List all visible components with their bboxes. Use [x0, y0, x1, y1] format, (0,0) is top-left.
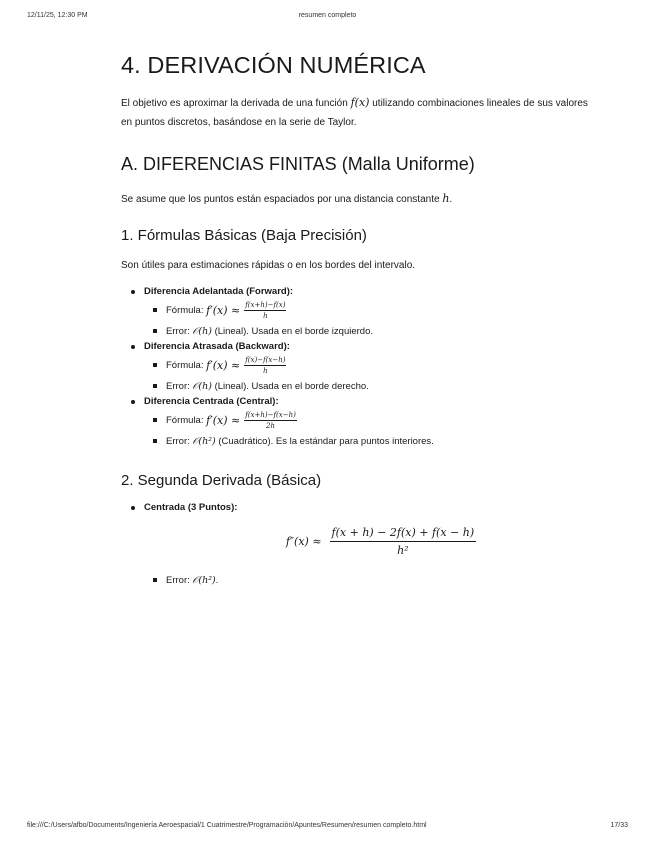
error-row — [152, 377, 591, 395]
subsection-1-text: Son útiles para estimaciones rápidas o en los bordes del intervalo. — [121, 260, 416, 271]
list-item — [129, 501, 591, 514]
item-label: Centrada (3 Puntos): — [144, 502, 238, 513]
list-item — [129, 285, 591, 340]
subsection-2-title: 2. Segunda Derivada (Básica) — [121, 472, 322, 489]
bullet-icon — [131, 506, 135, 510]
error-math: 𝒪(h²) — [192, 435, 216, 447]
display-lhs: f″(x) ≈ — [285, 535, 322, 548]
intro-text-b: utilizando combinaciones lineales de sus valores en puntos discretos, basándose en la serie de Taylor. — [121, 98, 588, 128]
intro-paragraph — [121, 93, 591, 132]
fraction-numerator: f(x)−f(x−h) — [245, 355, 286, 364]
square-bullet-icon — [153, 308, 157, 312]
error-text: (Lineal). Usada en el borde izquierdo. — [214, 325, 373, 337]
bullet-icon — [131, 345, 135, 349]
square-bullet-icon — [153, 578, 157, 582]
second-derivative-list — [129, 501, 591, 514]
fraction-numerator: f(x+h)−f(x) — [245, 300, 286, 309]
error-row — [152, 571, 591, 589]
subsection-1-title: 1. Fórmulas Básicas (Baja Precisión) — [121, 227, 367, 244]
fraction — [244, 356, 286, 375]
section-a-end: . — [449, 194, 453, 205]
square-bullet-icon — [153, 418, 157, 422]
error-prefix: Error: — [166, 325, 190, 337]
formula-list — [129, 285, 591, 450]
section-a-math: h — [442, 192, 450, 205]
fraction-denominator: 2h — [266, 421, 275, 430]
display-formula — [171, 526, 591, 557]
error-text: (Lineal). Usada en el borde derecho. — [214, 380, 369, 392]
error-prefix: Error: — [166, 435, 190, 447]
bullet-icon — [131, 290, 135, 294]
print-footer — [0, 822, 655, 834]
error-prefix: Error: — [166, 574, 190, 586]
formula-lhs: f′(x) ≈ — [206, 413, 241, 427]
intro-text-a: El objetivo es aproximar la derivada de una función — [121, 98, 348, 109]
display-numerator: f(x + h) − 2f(x) + f(x − h) — [330, 526, 477, 542]
formula-lhs: f′(x) ≈ — [206, 358, 241, 372]
item-label: Diferencia Centrada (Central): — [144, 396, 279, 407]
square-bullet-icon — [153, 363, 157, 367]
sub-list — [152, 298, 591, 340]
print-file-path: file:///C:/Users/afbo/Documents/Ingeniería Aeroespacial/1 Cuatrimestre/Programación/Apuntes/Resumen/resumen completo.html — [27, 822, 427, 829]
sub-list — [152, 408, 591, 450]
print-title: resumen completo — [298, 12, 357, 19]
formula-row — [152, 353, 591, 377]
square-bullet-icon — [153, 384, 157, 388]
formula-row — [152, 298, 591, 322]
error-prefix: Error: — [166, 380, 190, 392]
formula-prefix: Fórmula: — [166, 359, 204, 371]
formula-prefix: Fórmula: — [166, 304, 204, 316]
square-bullet-icon — [153, 439, 157, 443]
document-content — [121, 52, 591, 589]
error-row — [152, 432, 591, 450]
error-math: 𝒪(h) — [192, 325, 212, 337]
bullet-icon — [131, 400, 135, 404]
display-fraction — [330, 526, 477, 557]
fraction-denominator: h — [263, 311, 268, 320]
fraction-denominator: h — [263, 366, 268, 375]
formula-prefix: Fórmula: — [166, 414, 204, 426]
item-label: Diferencia Atrasada (Backward): — [144, 341, 290, 352]
list-item — [129, 395, 591, 450]
error-math: 𝒪(h) — [192, 380, 212, 392]
print-date: 12/11/25, 12:30 PM — [27, 12, 88, 19]
section-a-title: A. DIFERENCIAS FINITAS (Malla Uniforme) — [121, 154, 475, 174]
error-end: . — [215, 574, 219, 586]
fraction — [244, 411, 297, 430]
error-row — [152, 322, 591, 340]
error-math: 𝒪(h²) — [192, 574, 216, 586]
display-denominator: h² — [397, 544, 409, 557]
section-a-paragraph — [121, 189, 591, 209]
sub-list — [152, 353, 591, 395]
second-derivative-error-list — [152, 571, 591, 589]
intro-math: f(x) — [350, 96, 370, 109]
formula-lhs: f′(x) ≈ — [206, 303, 241, 317]
print-page-number: 17/33 — [610, 822, 628, 829]
square-bullet-icon — [153, 329, 157, 333]
fraction — [244, 301, 286, 320]
list-item — [129, 340, 591, 395]
page-title: 4. DERIVACIÓN NUMÉRICA — [121, 52, 426, 78]
formula-row — [152, 408, 591, 432]
error-text: (Cuadrático). Es la estándar para puntos interiores. — [218, 435, 434, 447]
item-label: Diferencia Adelantada (Forward): — [144, 286, 294, 297]
print-header — [0, 12, 655, 24]
section-a-text: Se asume que los puntos están espaciados por una distancia constante — [121, 194, 440, 205]
fraction-numerator: f(x+h)−f(x−h) — [245, 410, 296, 419]
